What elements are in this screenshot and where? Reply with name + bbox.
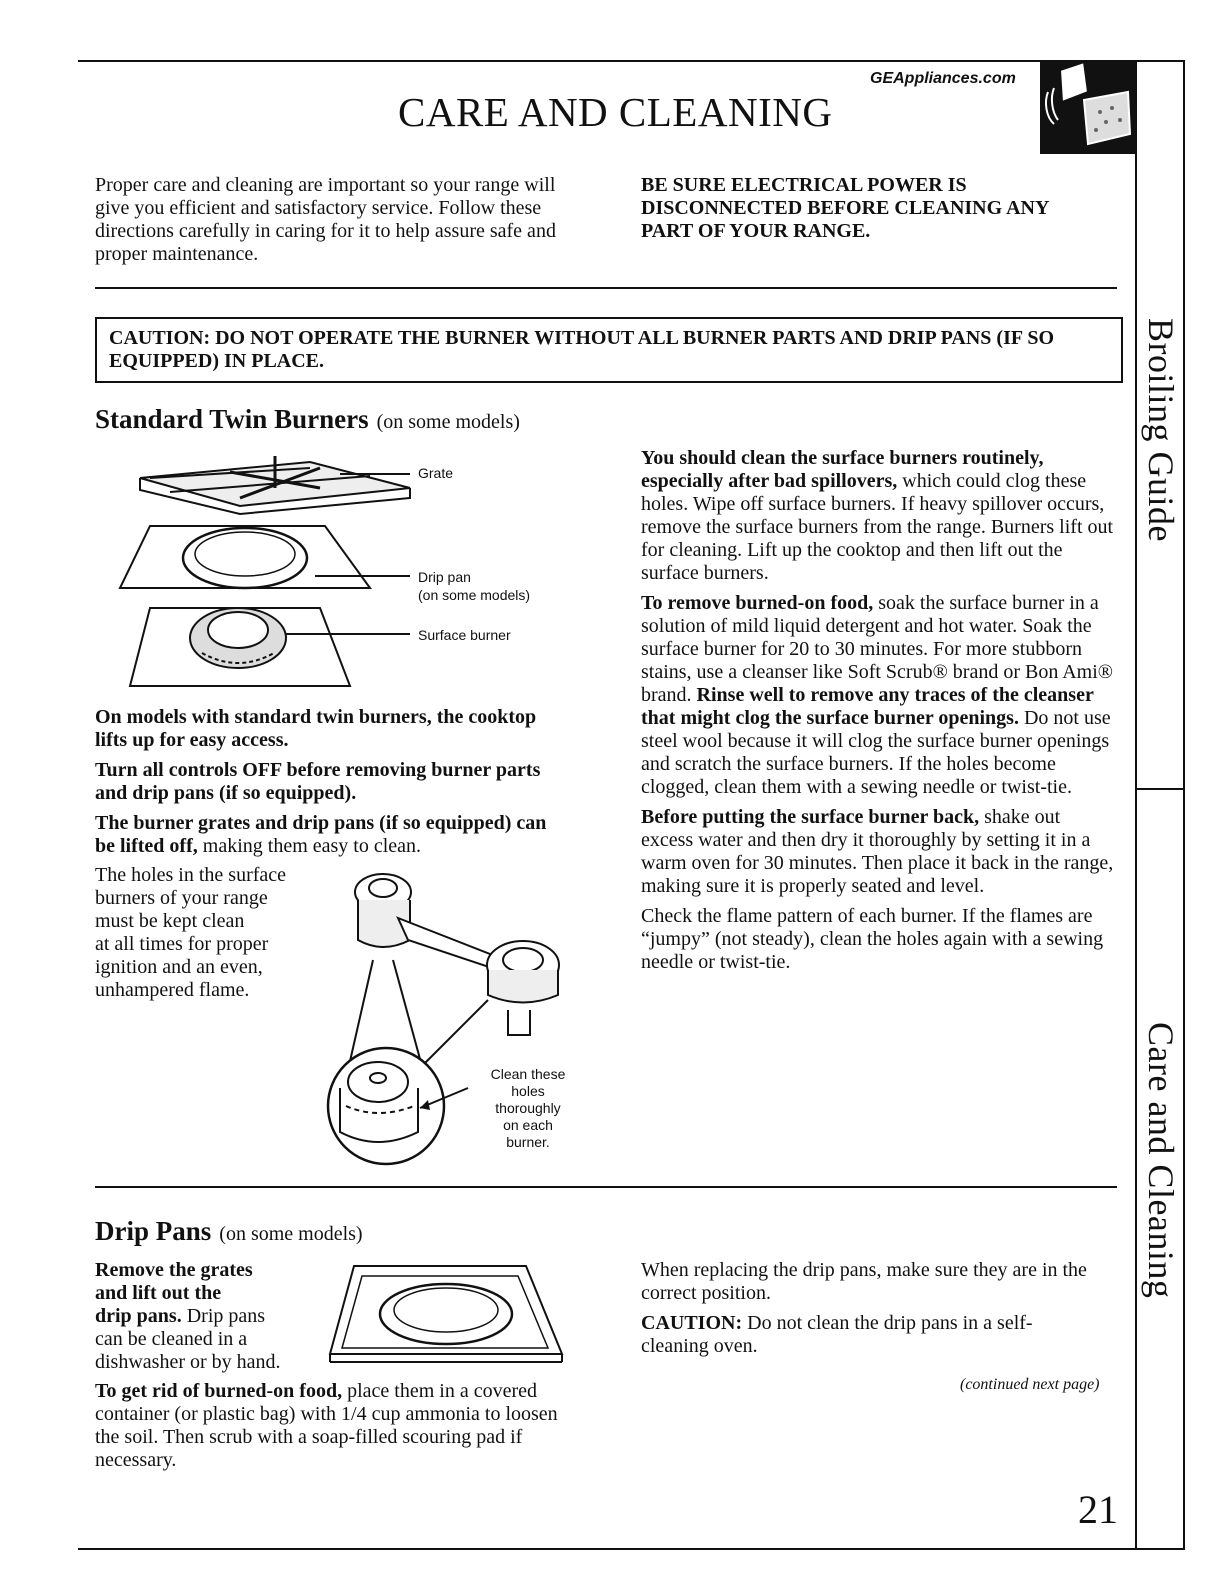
self-clean-caution-rest: Do not clean the drip pans in a self-cleaning oven. (641, 1312, 1033, 1357)
caution-box (95, 317, 1123, 383)
continued-note: (continued next page) (960, 1376, 1100, 1393)
remove-line-1: Remove the grates (95, 1259, 253, 1281)
burned-on-rest: soak the surface burner in a solution of mild liquid detergent and hot water. Soak the surface burner for 20 to 30 minutes. For more stubborn stains, use a cleanser like Soft Scrub® brand or Bon Ami® brand. (641, 592, 1113, 706)
flame-pattern-text: Check the flame pattern of each burner. If the flames are “jumpy” (not steady), clean the holes again with a sewing needle or twist-tie. (641, 905, 1104, 973)
tab-care-and-cleaning-label: Care and Cleaning (1141, 1021, 1181, 1299)
caution-text: CAUTION: DO NOT OPERATE THE BURNER WITHOUT ALL BURNER PARTS AND DRIP PANS (IF SO EQUIPPED) IN PLACE. (109, 327, 1055, 372)
holes-clean-text (95, 864, 335, 1002)
rinse-well-bold: Rinse well to remove any traces of the cleanser that might clog the surface burner openings. (641, 684, 1094, 729)
twin-burners-subtitle: (on some models) (376, 411, 520, 433)
intro-text: Proper care and cleaning are important so your range will give you efficient and satisfactory service. Follow these directions carefully in caring for it to help assure safe and proper maintenance. (95, 174, 556, 265)
clean-routinely-bold: You should clean the surface burners routinely, especially after bad spillovers, (641, 447, 1044, 492)
clean-holes-line-3: thoroughly (495, 1100, 561, 1116)
grates-lift-off-bold: The burner grates and drip pans (if so equipped) can be lifted off, (95, 812, 547, 857)
drip-pans-ammonia-text (95, 1380, 575, 1472)
remove-line-3-bold: drip pans. (95, 1305, 182, 1327)
label-drip-pan-note: (on some models) (418, 587, 531, 603)
holes-line-1: The holes in the surface (95, 864, 287, 886)
label-surface-burner: Surface burner (418, 627, 511, 643)
drip-pan-diagram (326, 1262, 566, 1366)
grates-lift-off-rest: making them easy to clean. (197, 835, 422, 857)
caution-label: CAUTION: (641, 1312, 743, 1334)
steel-wool-rest: Do not use steel wool because it will clog the surface burner openings and scratch the surface burners. If the holes become clogged, clean them with a sewing needle or twist-tie. (641, 707, 1111, 798)
remove-line-2: and lift out the (95, 1282, 222, 1304)
clean-routinely-rest: which could clog these holes. Wipe off surface burners. If heavy spillover occurs, remove the surface burners from the range. Burners lift out for cleaning. Lift up the cooktop and then lift out the surface burners. (641, 470, 1114, 584)
cleaning-sponge-icon (1040, 62, 1136, 154)
drip-pans-heading (95, 1216, 363, 1247)
remove-line-5: dishwasher or by hand. (95, 1351, 281, 1373)
holes-line-5: ignition and an even, (95, 956, 263, 978)
holes-line-3: must be kept clean (95, 910, 245, 932)
holes-line-6: unhampered flame. (95, 979, 250, 1001)
putting-back-bold: Before putting the surface burner back, (641, 806, 980, 828)
turn-controls-off-text: Turn all controls OFF before removing burner parts and drip pans (if so equipped). (95, 759, 541, 804)
page-title: CARE AND CLEANING (398, 89, 833, 135)
burned-on-food-rest: place them in a covered container (or plastic bag) with 1/4 cup ammonia to loosen the soil. Then scrub with a soap-filled scouring pad if necessary. (95, 1380, 558, 1471)
tab-divider-mid (1135, 788, 1185, 790)
clean-holes-label (478, 1066, 578, 1151)
twin-burners-heading (95, 404, 520, 435)
twin-burners-right-col (641, 447, 1116, 981)
clean-holes-line-5: burner. (506, 1134, 550, 1150)
holes-line-4: at all times for proper (95, 933, 269, 955)
twin-burners-title: Standard Twin Burners (95, 404, 369, 434)
burned-on-bold: To remove burned-on food, (641, 592, 874, 614)
remove-line-4: can be cleaned in a (95, 1328, 248, 1350)
holes-line-2: burners of your range (95, 887, 268, 909)
power-warning: BE SURE ELECTRICAL POWER IS DISCONNECTED BEFORE CLEANING ANY PART OF YOUR RANGE. (641, 174, 1049, 242)
bottom-rule (78, 1548, 1185, 1550)
clean-holes-line-2: holes (511, 1083, 545, 1099)
section-rule-1 (95, 287, 1117, 289)
burned-on-food-bold: To get rid of burned-on food, (95, 1380, 343, 1402)
remove-line-3-rest: Drip pans (181, 1305, 266, 1327)
replacing-text: When replacing the drip pans, make sure they are in the correct position. (641, 1259, 1087, 1304)
section-rule-2 (95, 1186, 1117, 1188)
clean-holes-line-4: on each (503, 1117, 553, 1133)
cooktop-lift-text: On models with standard twin burners, the cooktop lifts up for easy access. (95, 706, 537, 751)
burner-exploded-diagram (110, 448, 440, 698)
drip-pans-title: Drip Pans (95, 1216, 212, 1246)
page-number: 21 (1078, 1487, 1118, 1532)
clean-holes-line-1: Clean these (490, 1066, 566, 1082)
drip-pans-subtitle: (on some models) (219, 1223, 363, 1245)
tab-divider-left (1135, 60, 1137, 1550)
tab-care-and-cleaning[interactable] (1136, 1010, 1186, 1310)
putting-back-rest: shake out excess water and then dry it thoroughly by setting it in a warm oven for 30 minutes. Then place it back in the range, making sure it is properly seated and level. (641, 806, 1114, 897)
label-drip-pan: Drip pan (418, 569, 471, 585)
top-rule (78, 60, 1185, 62)
label-grate: Grate (418, 465, 454, 481)
drip-pans-right-col (641, 1259, 1091, 1365)
tab-broiling-guide[interactable] (1136, 300, 1186, 560)
right-border (1183, 60, 1185, 1550)
site-url: GEAppliances.com (870, 70, 1016, 87)
drip-pans-remove-text (95, 1259, 335, 1374)
tab-broiling-guide-label: Broiling Guide (1141, 318, 1181, 542)
twin-burners-left-col (95, 706, 565, 865)
